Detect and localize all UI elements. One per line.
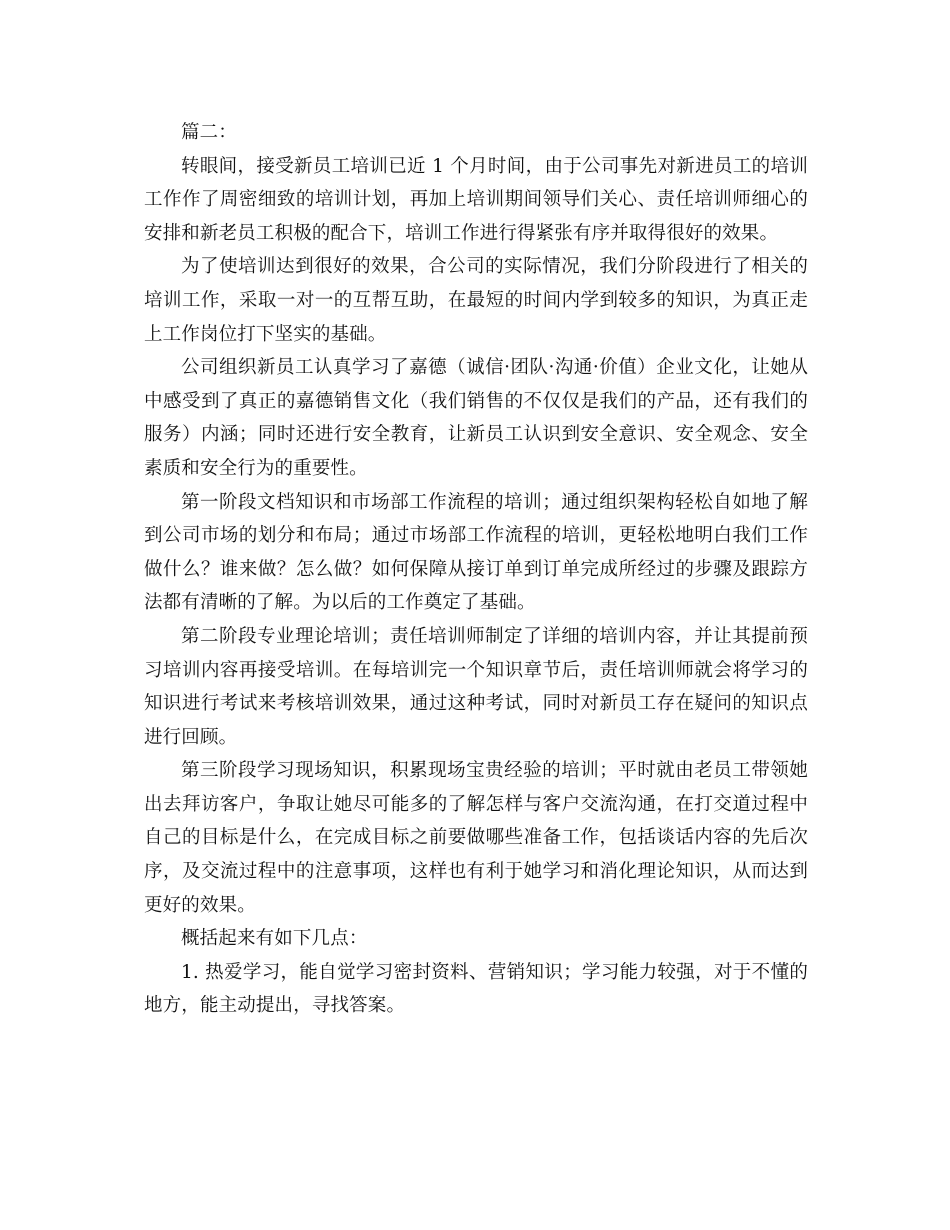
paragraph-summary-lead: 概括起来有如下几点：: [181, 928, 368, 950]
paragraph-stage-two: 第二阶段专业理论培训；责任培训师制定了详细的培训内容，并让其提前预习培训内容再接受培训。在每培训完一个知识章节后，责任培训师就会将学习的知识进行考试来考核培训效果，通过这种考试，同时对新员工存在疑问的知识点进行回顾。: [144, 625, 808, 748]
paragraph-company-culture: 公司组织新员工认真学习了嘉德（诚信·团队·沟通·价值）企业文化，让她从中感受到了真正的嘉德销售文化（我们销售的不仅仅是我们的产品，还有我们的服务）内涵；同时还进行安全教育，让新员工认识到安全意识、安全观念、安全素质和安全行为的重要性。: [144, 357, 808, 479]
document-body: [144, 116, 808, 1023]
paragraph-stage-three: 第三阶段学习现场知识，积累现场宝贵经验的培训；平时就由老员工带领她出去拜访客户，争取让她尽可能多的了解怎样与客户交流沟通，在打交道过程中自己的目标是什么，在完成目标之前要做哪些准备工作，包括谈话内容的先后次序，及交流过程中的注意事项，这样也有利于她学习和消化理论知识，从而达到更好的效果。: [144, 760, 808, 916]
paragraph-stage-one: 第一阶段文档知识和市场部工作流程的培训；通过组织架构轻松自如地了解到公司市场的划分和布局；通过市场部工作流程的培训，更轻松地明白我们工作做什么？谁来做？怎么做？如何保障从接订单到订单完成所经过的步骤及跟踪方法都有清晰的了解。为以后的工作奠定了基础。: [144, 491, 808, 614]
paragraph-point-one: 1. 热爱学习，能自觉学习密封资料、营销知识；学习能力较强，对于不懂的地方，能主动提出，寻找答案。: [144, 961, 808, 1017]
paragraph-training-purpose: 为了使培训达到很好的效果，合公司的实际情况，我们分阶段进行了相关的培训工作，采取一对一的互帮互助，在最短的时间内学到较多的知识，为真正走上工作岗位打下坚实的基础。: [144, 256, 808, 345]
paragraph-heading: 篇二：: [181, 122, 237, 143]
paragraph-intro: 转眼间，接受新员工培训已近 1 个月时间，由于公司事先对新进员工的培训工作作了周密细致的培训计划，再加上培训期间领导们关心、责任培训师细心的安排和新老员工积极的配合下，培训工作进行得紧张有序并取得很好的效果。: [144, 155, 808, 244]
